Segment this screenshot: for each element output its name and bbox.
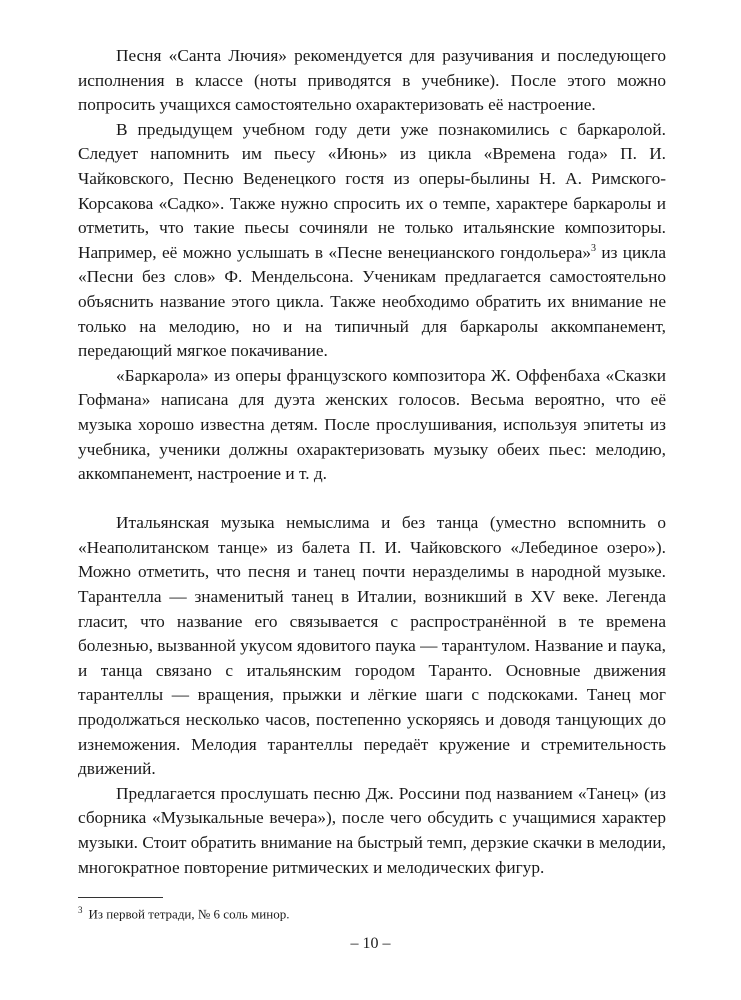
paragraph-tarantella: Итальянская музыка немыслима и без танца (уместно вспомнить о «Неаполитанском танце» из балета П. И. Чайковского «Лебединое озеро»). Можно отметить, что песня и танец почти неразделимы в народной музыке. Тарантелла — знаменитый танец в Италии, возникший в XV веке. Легенда гласит, что название его связывается с распространённой в те времена болезнью, вызванной укусом ядовитого паука — тарантулом. Название и паука, и танца связано с итальянским городом Таранто. Основные движения тарантеллы — вращения, прыжки и лёгкие шаги с подскоками. Танец мог продолжаться несколько часов, постепенно ускоряясь и доводя танцующих до изнеможения. Мелодия тарантеллы передаёт кружение и стремительность движений. — [78, 513, 666, 779]
body-text — [78, 44, 666, 880]
footnote-divider — [78, 897, 163, 898]
paragraph-barcarolle-text-2: из цикла «Песни без слов» Ф. Мендельсона. Ученикам предлагается самостоятельно объяснить название этого цикла. Также необходимо обратить их внимание не только на мелодию, но и на типичный для баркаролы аккомпанемент, передающий мягкое покачивание. — [78, 242, 666, 361]
page-number: – 10 – — [350, 935, 391, 952]
footnote — [78, 902, 289, 922]
footnote-text: Из первой тетради, № 6 соль минор. — [88, 906, 290, 922]
footnote-reference: 3 — [591, 242, 597, 254]
paragraph-barcarolle-text-1: В предыдущем учебном году дети уже познакомились с баркаролой. Следует напомнить им пьесу «Июнь» из цикла «Времена года» П. И. Чайковского, Песню Веденецкого гостя из оперы-былины Н. А. Римского-Корсакова «Садко». Также нужно спросить их о темпе, характере баркаролы и отметить, что такие пьесы сочиняли не только итальянские композиторы. Например, её можно услышать в «Песне венецианского гондольера» — [78, 119, 666, 262]
footnote-number: 3 — [78, 905, 83, 915]
paragraph-santa-lucia: Песня «Санта Лючия» рекомендуется для разучивания и последующего исполнения в классе (ноты приводятся в учебнике). После этого можно попросить учащихся самостоятельно охарактеризовать её настроение. — [78, 46, 666, 115]
paragraph-rossini: Предлагается прослушать песню Дж. Россини под названием «Танец» (из сборника «Музыкальные вечера»), после чего обсудить с учащимися характер музыки. Стоит обратить внимание на быстрый темп, дерзкие скачки в мелодии, многократное повторение ритмических и мелодических фигур. — [78, 783, 666, 877]
paragraph-offenbach: «Баркарола» из оперы французского композитора Ж. Оффенбаха «Сказки Гофмана» написана для дуэта женских голосов. Весьма вероятно, что её музыка хорошо известна детям. После прослушивания, используя эпитеты из учебника, ученики должны охарактеризовать музыку обеих пьес: мелодию, аккомпанемент, настроение и т. д. — [78, 365, 666, 484]
paragraph-barcarolle — [78, 118, 666, 364]
